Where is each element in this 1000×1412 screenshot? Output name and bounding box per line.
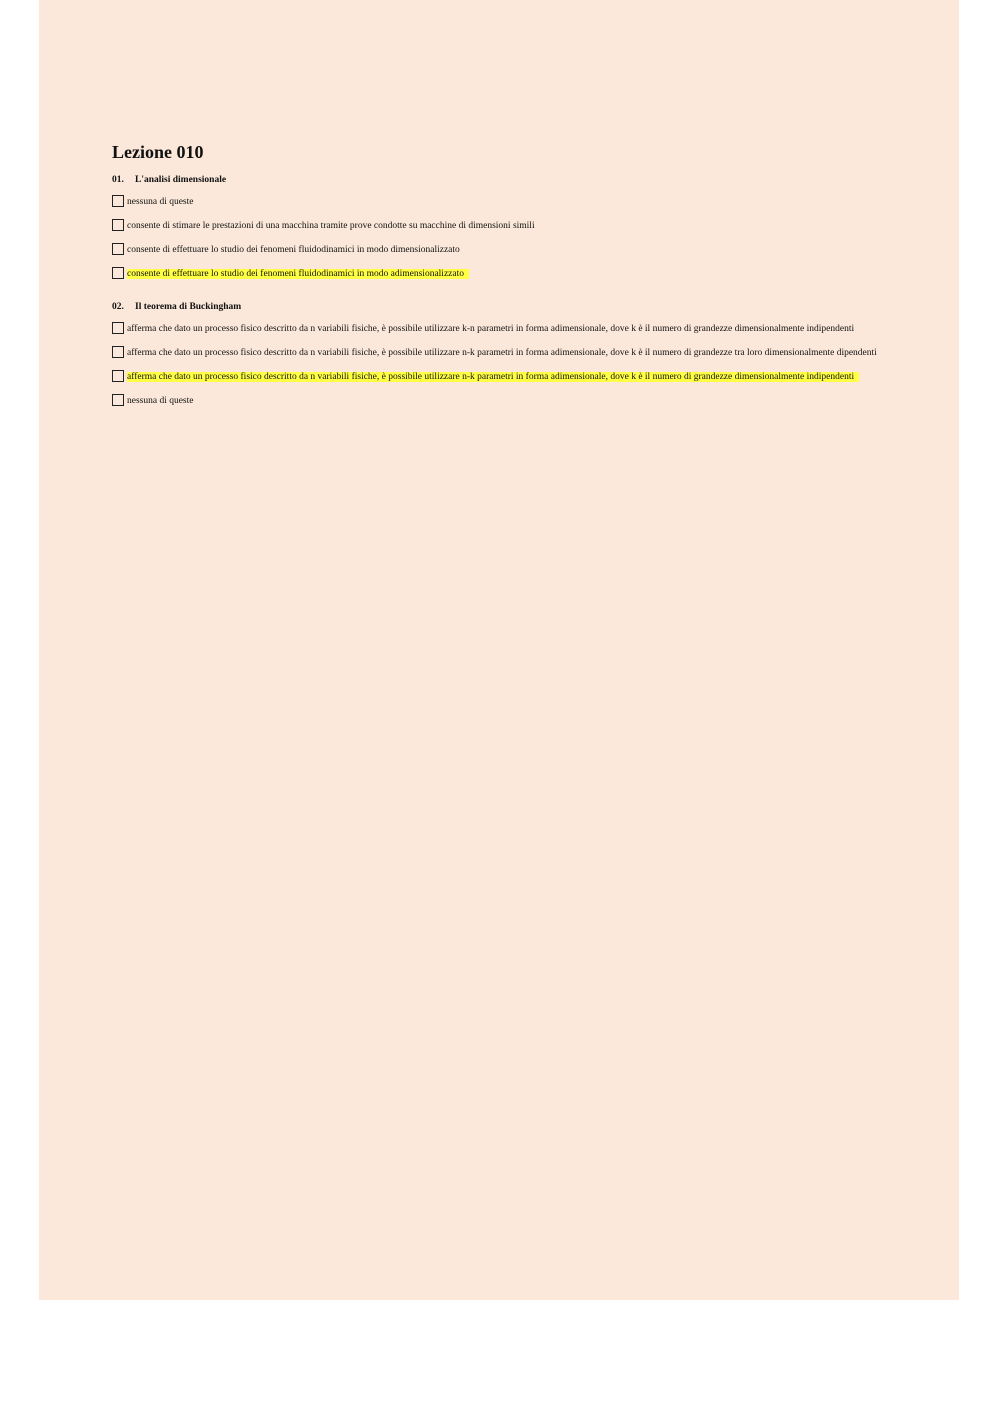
question-heading — [112, 301, 892, 313]
option-text: nessuna di queste — [127, 396, 194, 406]
option-text: afferma che dato un processo fisico descritto da n variabili fisiche, è possibile utilizzare k-n parametri in forma adimensionale, dove k è il numero di grandezze dimensionalmente indipendenti — [127, 324, 855, 334]
checkbox[interactable] — [112, 346, 124, 358]
page-content — [112, 141, 892, 428]
lesson-title: Lezione 010 — [112, 142, 204, 162]
question-heading — [112, 174, 892, 186]
checkbox[interactable] — [112, 195, 124, 207]
question-number: 01. — [112, 175, 124, 185]
answer-option — [112, 195, 892, 209]
question-2 — [112, 301, 892, 408]
question-number: 02. — [112, 302, 124, 312]
checkbox[interactable] — [112, 219, 124, 231]
option-text-highlighted: consente di effettuare lo studio dei fenomeni fluidodinamici in modo adimensionalizzato — [127, 269, 464, 279]
checkbox[interactable] — [112, 267, 124, 279]
answer-option — [112, 243, 892, 257]
checkbox[interactable] — [112, 394, 124, 406]
option-text: consente di stimare le prestazioni di una macchina tramite prove condotte su macchine di dimensioni simili — [127, 221, 535, 231]
question-text: Il teorema di Buckingham — [135, 302, 242, 312]
answer-option — [112, 346, 892, 360]
checkbox[interactable] — [112, 322, 124, 334]
document-page — [39, 0, 959, 1300]
answer-option-highlighted — [112, 267, 892, 281]
option-text: consente di effettuare lo studio dei fenomeni fluidodinamici in modo dimensionalizzato — [127, 245, 460, 255]
question-1 — [112, 174, 892, 281]
answer-option-highlighted — [112, 370, 892, 384]
answer-option — [112, 322, 892, 336]
question-text: L'analisi dimensionale — [135, 175, 227, 185]
checkbox[interactable] — [112, 370, 124, 382]
answer-option — [112, 219, 892, 233]
option-text: afferma che dato un processo fisico descritto da n variabili fisiche, è possibile utilizzare n-k parametri in forma adimensionale, dove k è il numero di grandezze tra loro dimensionalmente dipendenti — [127, 348, 877, 358]
option-text: nessuna di queste — [127, 197, 194, 207]
answer-option — [112, 394, 892, 408]
checkbox[interactable] — [112, 243, 124, 255]
option-text-highlighted: afferma che dato un processo fisico descritto da n variabili fisiche, è possibile utilizzare n-k parametri in forma adimensionale, dove k è il numero di grandezze dimensionalmente indipendenti — [127, 372, 855, 382]
